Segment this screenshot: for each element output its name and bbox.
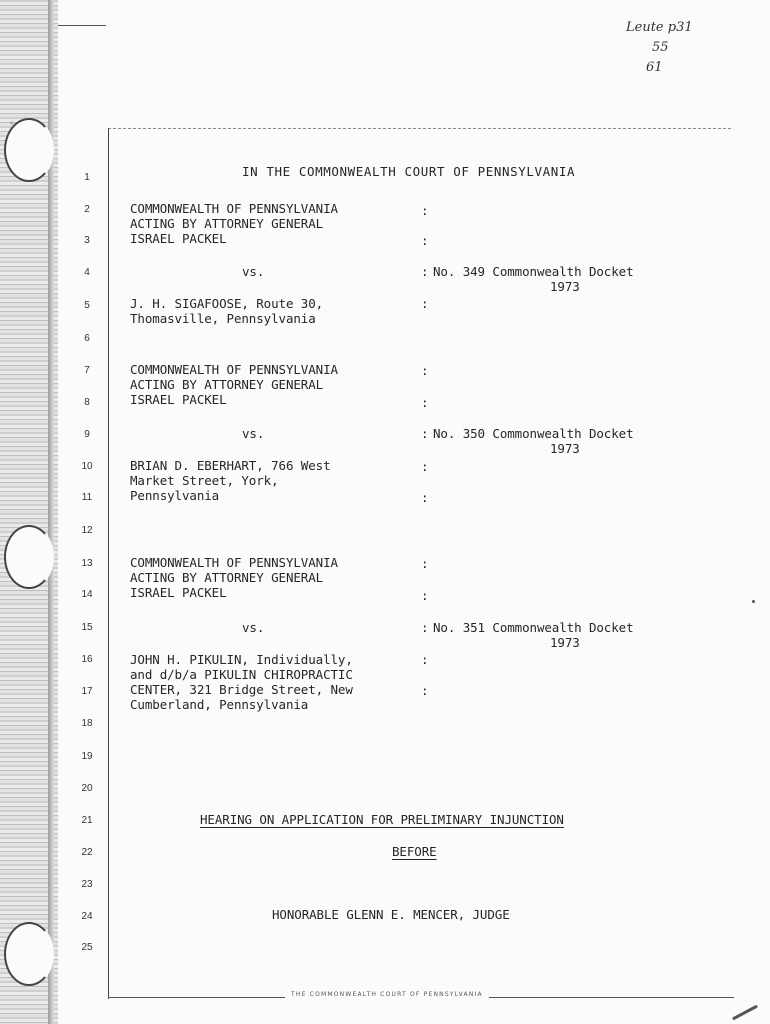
caption-colon: : — [421, 490, 429, 505]
versus-label: vs. — [242, 264, 265, 279]
line-number: 22 — [81, 847, 93, 858]
case-defendant-line: Market Street, York, — [130, 473, 279, 488]
handwritten-note-line: 55 — [652, 40, 669, 55]
top-rule — [58, 25, 106, 26]
line-number: 18 — [81, 718, 93, 729]
case-defendant-line: and d/b/a PIKULIN CHIROPRACTIC — [130, 667, 353, 682]
case-defendant-line: Thomasville, Pennsylvania — [130, 311, 316, 326]
case-defendant-line: JOHN H. PIKULIN, Individually, — [130, 652, 353, 667]
caption-colon: : — [421, 683, 429, 698]
caption-colon: : — [421, 588, 429, 603]
line-number: 9 — [84, 429, 90, 440]
punch-hole — [4, 922, 54, 986]
case-plaintiff-line: COMMONWEALTH OF PENNSYLVANIA — [130, 555, 338, 570]
caption-colon: : — [421, 426, 429, 441]
case-defendant-line: BRIAN D. EBERHART, 766 West — [130, 458, 331, 473]
pen-mark — [732, 1005, 758, 1021]
case-defendant-line: Pennsylvania — [130, 488, 220, 503]
line-number: 1 — [84, 172, 90, 183]
docket-year: 1973 — [550, 635, 580, 650]
caption-colon: : — [421, 556, 429, 571]
line-number: 21 — [81, 815, 93, 826]
caption-colon: : — [421, 264, 429, 279]
line-number: 25 — [81, 942, 93, 953]
case-defendant-line: CENTER, 321 Bridge Street, New — [130, 682, 353, 697]
court-title: IN THE COMMONWEALTH COURT OF PENNSYLVANIA — [242, 164, 576, 179]
line-number: 20 — [81, 783, 93, 794]
footer-text: THE COMMONWEALTH COURT OF PENNSYLVANIA — [285, 991, 489, 998]
case-plaintiff-line: ACTING BY ATTORNEY GENERAL — [130, 377, 324, 392]
docket-year: 1973 — [550, 441, 580, 456]
line-number: 2 — [84, 204, 90, 215]
scan-speck — [752, 600, 755, 603]
caption-colon: : — [421, 459, 429, 474]
caption-colon: : — [421, 395, 429, 410]
hearing-title: HEARING ON APPLICATION FOR PRELIMINARY INJUNCTION — [200, 812, 564, 827]
line-number: 24 — [81, 911, 93, 922]
case-plaintiff-line: ACTING BY ATTORNEY GENERAL — [130, 570, 324, 585]
line-number: 10 — [81, 461, 93, 472]
line-number: 15 — [81, 622, 93, 633]
caption-colon: : — [421, 620, 429, 635]
line-number: 13 — [81, 558, 93, 569]
versus-label: vs. — [242, 426, 265, 441]
line-number: 19 — [81, 751, 93, 762]
line-number: 3 — [84, 235, 90, 246]
caption-colon: : — [421, 203, 429, 218]
line-number: 5 — [84, 300, 90, 311]
line-number: 12 — [81, 525, 93, 536]
line-number: 6 — [84, 333, 90, 344]
before-label: BEFORE — [392, 844, 437, 859]
case-plaintiff-line: ACTING BY ATTORNEY GENERAL — [130, 216, 324, 231]
caption-colon: : — [421, 363, 429, 378]
line-number: 16 — [81, 654, 93, 665]
line-number: 17 — [81, 686, 93, 697]
line-number: 8 — [84, 397, 90, 408]
case-plaintiff-line: ISRAEL PACKEL — [130, 392, 227, 407]
caption-colon: : — [421, 652, 429, 667]
line-number: 7 — [84, 365, 90, 376]
versus-label: vs. — [242, 620, 265, 635]
docket-year: 1973 — [550, 279, 580, 294]
line-number: 11 — [81, 492, 93, 503]
case-plaintiff-line: COMMONWEALTH OF PENNSYLVANIA — [130, 201, 338, 216]
case-plaintiff-line: ISRAEL PACKEL — [130, 585, 227, 600]
case-defendant-line: J. H. SIGAFOOSE, Route 30, — [130, 296, 324, 311]
line-number: 23 — [81, 879, 93, 890]
handwritten-note-line: Leute p31 — [626, 20, 693, 35]
line-number: 14 — [81, 589, 93, 600]
punch-hole — [4, 525, 54, 589]
docket-number: No. 350 Commonwealth Docket — [433, 426, 634, 441]
handwritten-note-line: 61 — [646, 60, 663, 75]
caption-colon: : — [421, 233, 429, 248]
judge-name: HONORABLE GLENN E. MENCER, JUDGE — [272, 907, 510, 922]
caption-colon: : — [421, 296, 429, 311]
docket-number: No. 351 Commonwealth Docket — [433, 620, 634, 635]
case-plaintiff-line: COMMONWEALTH OF PENNSYLVANIA — [130, 362, 338, 377]
docket-number: No. 349 Commonwealth Docket — [433, 264, 634, 279]
case-defendant-line: Cumberland, Pennsylvania — [130, 697, 309, 712]
handwritten-note — [626, 18, 693, 78]
punch-hole — [4, 118, 54, 182]
case-plaintiff-line: ISRAEL PACKEL — [130, 231, 227, 246]
line-number: 4 — [84, 267, 90, 278]
